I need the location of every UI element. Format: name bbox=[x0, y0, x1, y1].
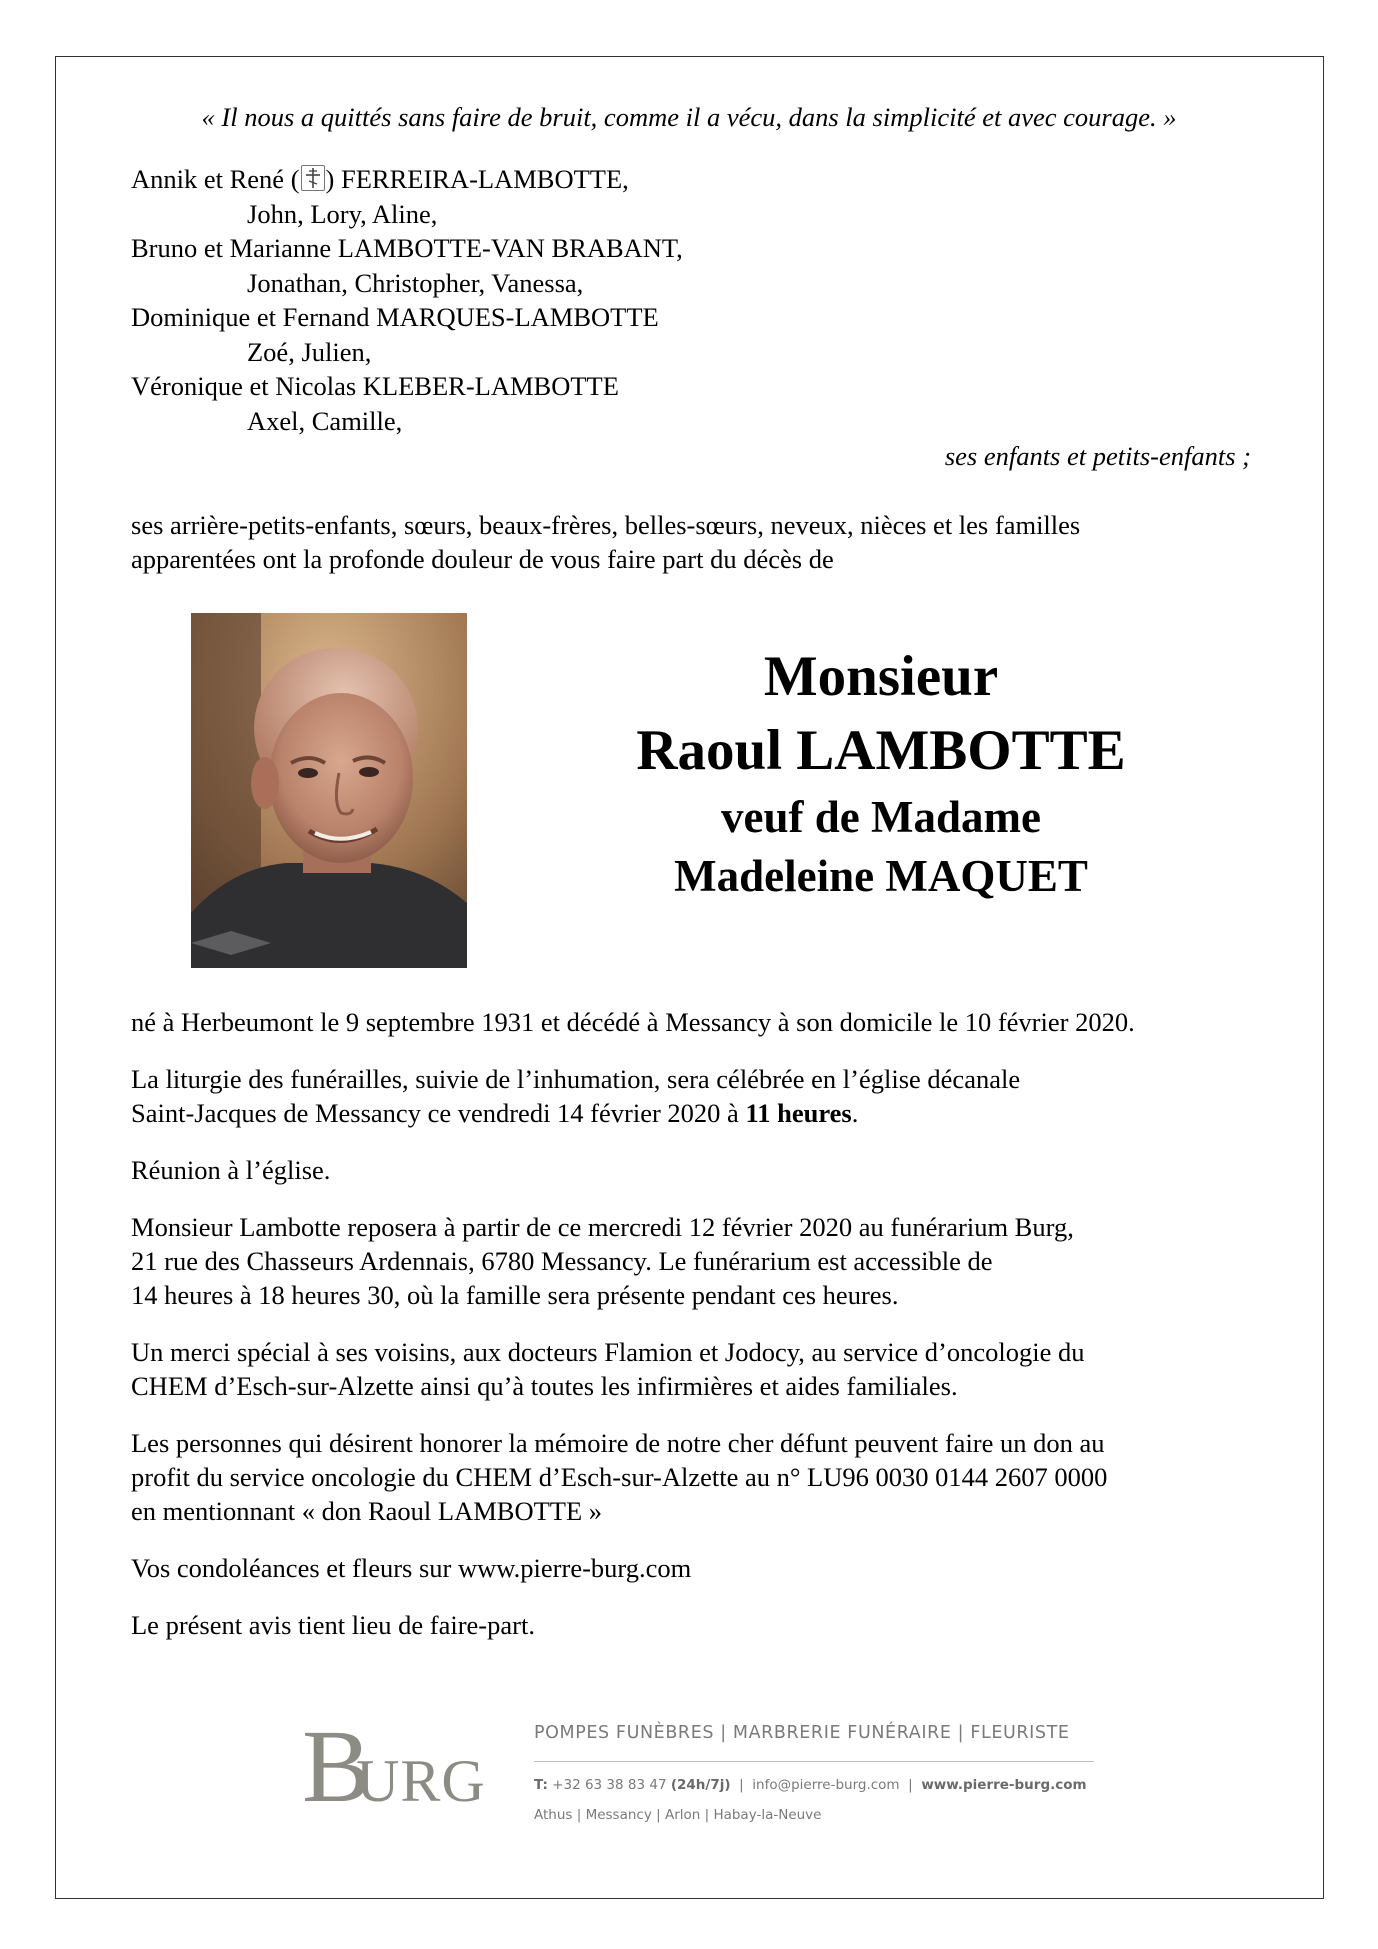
family-line: Zoé, Julien, bbox=[247, 336, 372, 367]
paragraph-line: 14 heures à 18 heures 30, où la famille sera présente pendant ces heures. bbox=[131, 1280, 899, 1310]
donation-paragraph bbox=[131, 1426, 1276, 1528]
spouse-name: Madeleine MAQUET bbox=[674, 851, 1088, 901]
announcement-line: apparentées ont la profonde douleur de vous faire part du décès de bbox=[131, 544, 834, 574]
deceased-name: Raoul LAMBOTTE bbox=[636, 719, 1126, 782]
footer-divider bbox=[534, 1761, 1094, 1762]
family-line: Bruno et Marianne LAMBOTTE-VAN BRABANT, bbox=[131, 233, 683, 263]
spouse-intro: veuf de Madame bbox=[721, 792, 1041, 842]
thanks-paragraph bbox=[131, 1335, 1276, 1403]
condolences-paragraph bbox=[131, 1551, 1276, 1585]
paragraph-line: profit du service oncologie du CHEM d’Esch-sur-Alzette au n° LU96 0030 0144 2607 0000 bbox=[131, 1462, 1108, 1492]
announcement bbox=[131, 508, 1261, 576]
funeral-time: 11 heures bbox=[745, 1098, 852, 1128]
paragraph-line: La liturgie des funérailles, suivie de l’inhumation, sera célébrée en l’église décanale bbox=[131, 1064, 1021, 1094]
svg-text:URG: URG bbox=[356, 1748, 486, 1809]
phone-hours: (24h/7j) bbox=[670, 1777, 731, 1793]
funeral-period: . bbox=[851, 1098, 859, 1128]
family-line: Dominique et Fernand MARQUES-LAMBOTTE bbox=[131, 302, 659, 332]
paragraph-line: Les personnes qui désirent honorer la mémoire de notre cher défunt peuvent faire un don au bbox=[131, 1428, 1105, 1458]
details-section bbox=[131, 1005, 1276, 1665]
deceased-block bbox=[521, 640, 1241, 906]
notice-paragraph bbox=[131, 1608, 1276, 1642]
visitation-paragraph bbox=[131, 1210, 1276, 1312]
family-line bbox=[131, 162, 683, 197]
phone-number: +32 63 38 83 47 bbox=[552, 1777, 667, 1793]
locations-line: Athus | Messancy | Arlon | Habay-la-Neuve bbox=[534, 1807, 822, 1823]
paragraph-line: 21 rue des Chasseurs Ardennais, 6780 Messancy. Le funérarium est accessible de bbox=[131, 1246, 993, 1276]
announcement-line: ses arrière-petits-enfants, sœurs, beaux-frères, belles-sœurs, neveux, nièces et les familles bbox=[131, 510, 1081, 540]
epigraph-quote: « Il nous a quittés sans faire de bruit, comme il a vécu, dans la simplicité et avec courage. » bbox=[201, 102, 1177, 132]
orthodox-cross-icon bbox=[301, 165, 325, 191]
paragraph-line bbox=[131, 1096, 1276, 1130]
paragraph-line: Le présent avis tient lieu de faire-part. bbox=[131, 1610, 535, 1640]
svg-text:B: B bbox=[302, 1721, 372, 1809]
website-link[interactable]: www.pierre-burg.com bbox=[921, 1777, 1087, 1793]
family-line: Véronique et Nicolas KLEBER-LAMBOTTE bbox=[131, 371, 619, 401]
paragraph-line: en mentionnant « don Raoul LAMBOTTE » bbox=[131, 1496, 603, 1526]
family-line-text: Annik et René ( bbox=[131, 164, 300, 194]
paragraph-line: CHEM d’Esch-sur-Alzette ainsi qu’à toutes les infirmières et aides familiales. bbox=[131, 1371, 958, 1401]
burg-logo bbox=[302, 1721, 492, 1809]
phone-label: T: bbox=[534, 1777, 548, 1793]
family-role: ses enfants et petits-enfants ; bbox=[944, 441, 1251, 471]
services-line: POMPES FUNÈBRES | MARBRERIE FUNÉRAIRE | FLEURISTE bbox=[534, 1723, 1070, 1743]
family-line: John, Lory, Aline, bbox=[247, 198, 438, 229]
meeting-paragraph bbox=[131, 1153, 1276, 1187]
funeral-date-text: Saint-Jacques de Messancy ce vendredi 14 février 2020 à bbox=[131, 1098, 746, 1128]
funeral-paragraph bbox=[131, 1062, 1276, 1130]
portrait-photo bbox=[191, 613, 467, 968]
family-line: Axel, Camille, bbox=[247, 405, 403, 436]
deceased-title: Monsieur bbox=[763, 645, 999, 708]
email-link[interactable]: info@pierre-burg.com bbox=[752, 1777, 900, 1793]
paragraph-line: Un merci spécial à ses voisins, aux docteurs Flamion et Jodocy, au service d’oncologie du bbox=[131, 1337, 1085, 1367]
paragraph-line: Monsieur Lambotte reposera à partir de ce mercredi 12 février 2020 au funérarium Burg, bbox=[131, 1212, 1074, 1242]
footer bbox=[302, 1713, 1102, 1843]
paragraph-line: Réunion à l’église. bbox=[131, 1155, 331, 1185]
paragraph-line: né à Herbeumont le 9 septembre 1931 et décédé à Messancy à son domicile le 10 février 2020. bbox=[131, 1007, 1135, 1037]
birth-death-paragraph bbox=[131, 1005, 1276, 1039]
family-line: Jonathan, Christopher, Vanessa, bbox=[247, 267, 584, 298]
family-line-text: ) FERREIRA-LAMBOTTE, bbox=[325, 164, 629, 194]
family-list bbox=[131, 162, 683, 438]
condolences-text: Vos condoléances et fleurs sur www.pierre-burg.com bbox=[131, 1553, 692, 1583]
contact-line: T: +32 63 38 83 47 (24h/7j) | info@pierre-burg.com | www.pierre-burg.com bbox=[534, 1777, 1087, 1793]
